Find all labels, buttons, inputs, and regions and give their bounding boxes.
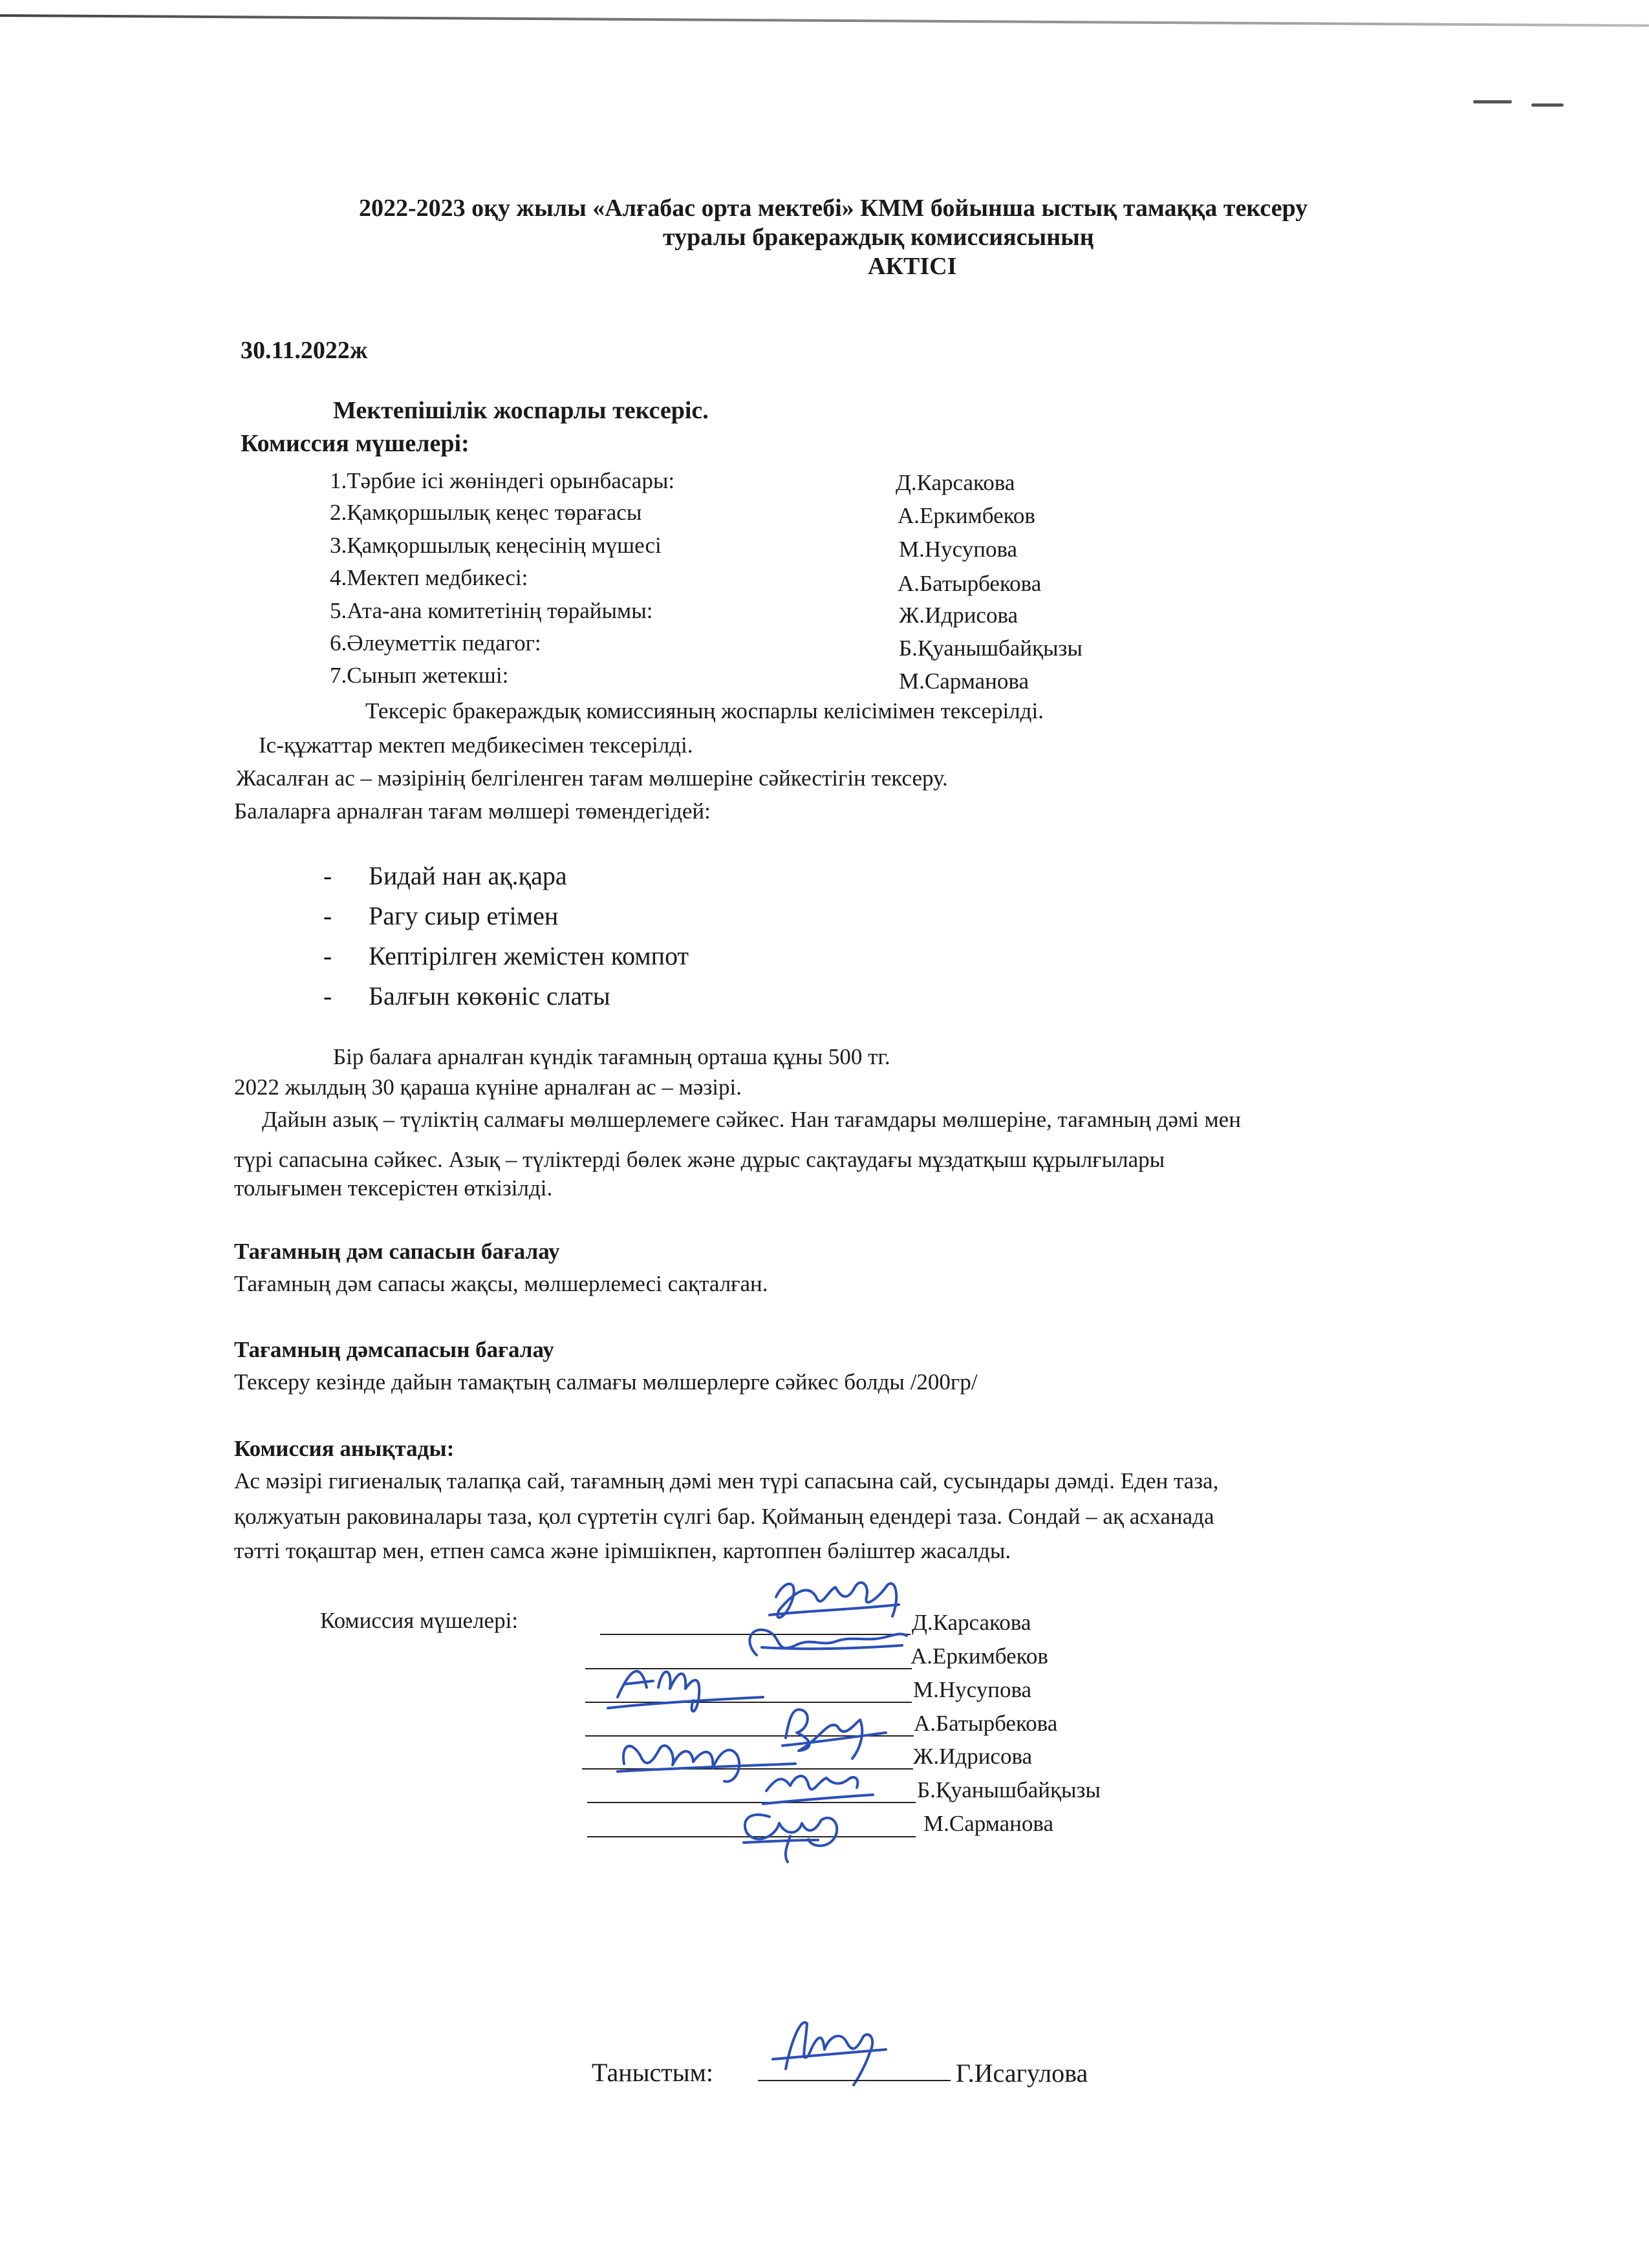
menu-bullet: -	[323, 941, 332, 970]
member-role: 3.Қамқоршылық кеңесінің мүшесі	[330, 533, 662, 558]
member-role: 4.Мектеп медбикесі:	[330, 565, 528, 590]
member-name: Б.Қуанышбайқызы	[899, 636, 1083, 661]
acknowledged-label: Таныстым:	[592, 2058, 714, 2087]
intro-line: Тексеріс бракераждық комиссияның жоспарлы келісімімен тексерілді.	[365, 698, 1044, 723]
member-name: Д.Карсакова	[896, 470, 1015, 495]
section-taste-heading: Тағамның дәм сапасын бағалау	[234, 1239, 560, 1264]
menu-bullet: -	[323, 861, 332, 890]
menu-bullet: -	[323, 981, 332, 1011]
body-paragraph-line: түрі сапасына сәйкес. Азық – түліктерді бөлек және дұрыс сақтаудағы мұздатқыш құрылғылары	[234, 1147, 1165, 1172]
member-role: 5.Ата-ана комитетінің төрайымы:	[330, 598, 653, 623]
member-name: А.Еркимбеков	[898, 503, 1035, 528]
signature-name: А.Батырбекова	[914, 1711, 1058, 1736]
section-findings-line: қолжуатын раковиналары таза, қол сүртетін сүлгі бар. Қойманың едендері таза. Сондай – ақ асханада	[234, 1504, 1214, 1529]
doc-title-line2: туралы бракераждық комиссиясының	[663, 224, 1094, 251]
section-taste-text: Тағамның дәм сапасы жақсы, мөлшерлемесі сақталған.	[234, 1271, 768, 1296]
menu-item: Рагу сиыр етімен	[369, 901, 559, 930]
member-name: Ж.Идрисова	[899, 603, 1018, 628]
member-role: 2.Қамқоршылық кеңес төрағасы	[330, 500, 642, 525]
signatures-label: Комиссия мүшелері:	[320, 1608, 519, 1633]
signature-name: М.Нусупова	[913, 1677, 1032, 1702]
intro-line: Іс-құжаттар мектеп медбикесімен тексерілді.	[259, 733, 693, 758]
signature-name: Д.Карсакова	[912, 1610, 1031, 1635]
doc-date: 30.11.2022ж	[241, 337, 368, 364]
intro-line: Жасалған ас – мәзірінің белгіленген тағам мөлшеріне сәйкестігін тексеру.	[236, 765, 948, 791]
signature-name: А.Еркимбеков	[911, 1643, 1048, 1669]
doc-title-line1: 2022-2023 оқу жылы «Алғабас орта мектебі» КММ бойынша ыстық тамаққа тексеру	[359, 195, 1308, 222]
member-name: М.Сарманова	[899, 669, 1029, 694]
member-name: А.Батырбекова	[898, 571, 1042, 596]
inspection-type: Мектепішілік жоспарлы тексеріс.	[333, 397, 709, 424]
members-heading: Комиссия мүшелері:	[241, 430, 469, 457]
member-role: 7.Сынып жетекші:	[330, 663, 509, 688]
cost-line: Бір балаға арналған күндік тағамның орташа құны 500 тг.	[333, 1044, 890, 1069]
acknowledged-signature-line	[758, 2080, 951, 2081]
menu-date-line: 2022 жылдың 30 қараша күніне арналған ас – мәзірі.	[234, 1075, 742, 1100]
signature-name: М.Сарманова	[923, 1811, 1053, 1836]
menu-bullet: -	[323, 901, 332, 930]
body-paragraph-line: Дайын азық – түліктің салмағы мөлшерлемеге сәйкес. Нан тағамдары мөлшеріне, тағамның дәмі мен	[262, 1107, 1241, 1132]
body-paragraph-line: толығымен тексерістен өткізілді.	[234, 1175, 553, 1201]
section-findings-line: тәтті тоқаштар мен, етпен самса және ірімшікпен, картоппен бәліштер жасалды.	[234, 1538, 1011, 1563]
member-role: 6.Әлеуметтік педагог:	[330, 630, 541, 656]
signature-name: Б.Қуанышбайқызы	[917, 1777, 1101, 1803]
section-weight-text: Тексеру кезінде дайын тамақтың салмағы мөлшерлерге сәйкес болды /200гр/	[234, 1369, 978, 1395]
member-name: М.Нусупова	[899, 537, 1018, 562]
section-findings-heading: Комиссия анықтады:	[234, 1436, 455, 1461]
signature-name: Ж.Идрисова	[913, 1744, 1033, 1769]
member-role: 1.Тәрбие ісі жөніндегі орынбасары:	[330, 468, 675, 493]
menu-item: Балғын көкөніс слаты	[369, 981, 610, 1011]
acknowledged-name: Г.Исагулова	[956, 2059, 1088, 2088]
doc-title-line3: АКТІСІ	[868, 253, 957, 280]
intro-line: Балаларға арналған тағам мөлшері төмендегідей:	[234, 798, 711, 824]
menu-item: Кептірілген жемістен компот	[369, 941, 689, 970]
menu-item: Бидай нан ақ.қара	[369, 861, 567, 890]
section-findings-line: Ас мәзірі гигиеналық талапқа сай, тағамның дәмі мен түрі сапасына сай, сусындары дәмді. Еден таза,	[234, 1468, 1219, 1493]
section-weight-heading: Тағамның дәмсапасын бағалау	[234, 1337, 554, 1362]
